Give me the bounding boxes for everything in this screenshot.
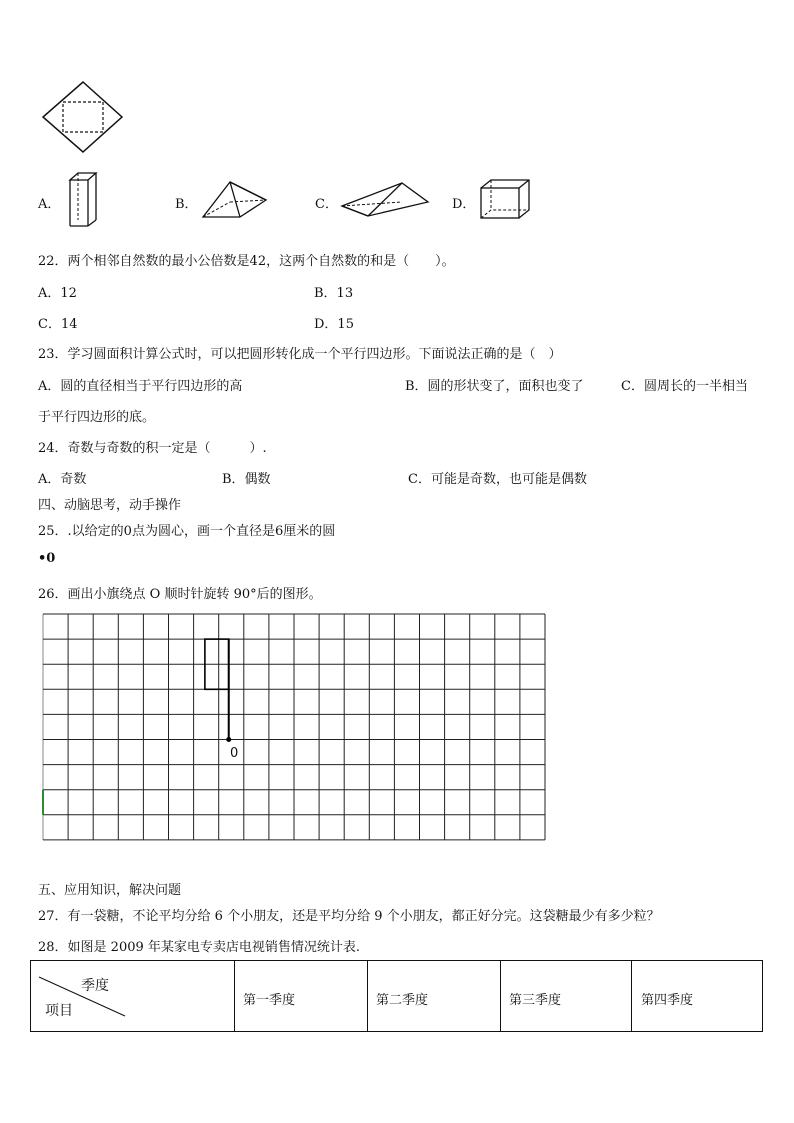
- q28-question: 28．如图是 2009 年某家电专卖店电视销售情况统计表.: [38, 940, 361, 955]
- section-4-title: 四、动脑思考，动手操作: [38, 498, 182, 513]
- header-q1: 第一季度: [243, 993, 296, 1008]
- q22-option-a: A．12: [38, 286, 77, 301]
- q22-option-d: D．15: [314, 317, 354, 332]
- q24-option-b: B．偶数: [222, 472, 271, 487]
- q21-option-b-label: B．: [175, 197, 198, 212]
- corner-diagonal-line: [31, 961, 235, 1031]
- q22-option-b: B．13: [314, 286, 354, 301]
- header-q3: 第三季度: [509, 993, 562, 1008]
- corner-header-item: 项目: [45, 1003, 73, 1019]
- table-header-cell: [501, 961, 632, 1031]
- q22-option-c: C．14: [38, 317, 78, 332]
- option-a-prism-icon: [64, 170, 104, 230]
- q25-question: 25．.以给定的0点为圆心，画一个直径是6厘米的圆: [38, 524, 336, 539]
- option-d-cube-icon: [478, 178, 538, 223]
- q23-question: 23．学习圆面积计算公式时，可以把圆形转化成一个平行四边形。下面说法正确的是（ ）: [38, 347, 562, 362]
- option-c-triangular-prism-icon: [340, 180, 435, 220]
- option-b-pyramid-icon: [200, 180, 270, 220]
- rotation-grid: [40, 612, 550, 872]
- q21-option-a-label: A．: [38, 197, 61, 212]
- section-5-title: 五、应用知识，解决问题: [38, 883, 182, 898]
- q24-option-a: A．奇数: [38, 472, 87, 487]
- table-header-cell: [368, 961, 501, 1031]
- q25-point-o: •0: [38, 551, 56, 566]
- q24-option-c: C．可能是奇数，也可能是偶数: [408, 472, 587, 487]
- header-q2: 第二季度: [376, 993, 429, 1008]
- q23-option-c-continued: 于平行四边形的底。: [38, 410, 156, 425]
- q26-question: 26．画出小旗绕点 O 顺时针旋转 90°后的图形。: [38, 587, 322, 602]
- q24-question: 24．奇数与奇数的积一定是（ ）.: [38, 441, 267, 456]
- q21-option-c-label: C．: [315, 197, 338, 212]
- q23-option-a: A．圆的直径相当于平行四边形的高: [38, 379, 243, 394]
- table-header-cell: [632, 961, 762, 1031]
- q22-question: 22．两个相邻自然数的最小公倍数是42，这两个自然数的和是（ ）。: [38, 254, 455, 269]
- q27-question: 27．有一袋糖，不论平均分给 6 个小朋友，还是平均分给 9 个小朋友，都正好分完。这袋糖最少有多少粒？: [38, 909, 660, 924]
- corner-header-quarter: 季度: [81, 978, 109, 994]
- q23-option-b: B．圆的形状变了，面积也变了: [405, 379, 584, 394]
- point-o-dot: [226, 737, 231, 742]
- sales-table: [30, 960, 763, 1032]
- header-q4: 第四季度: [641, 993, 694, 1008]
- pyramid-net-figure: [40, 80, 130, 155]
- grid-point-o-label: 0: [230, 746, 239, 761]
- table-header-cell: [235, 961, 368, 1031]
- table-corner-cell: [31, 961, 235, 1031]
- q21-option-d-label: D．: [452, 197, 476, 212]
- q23-option-c: C．圆周长的一半相当: [621, 379, 748, 394]
